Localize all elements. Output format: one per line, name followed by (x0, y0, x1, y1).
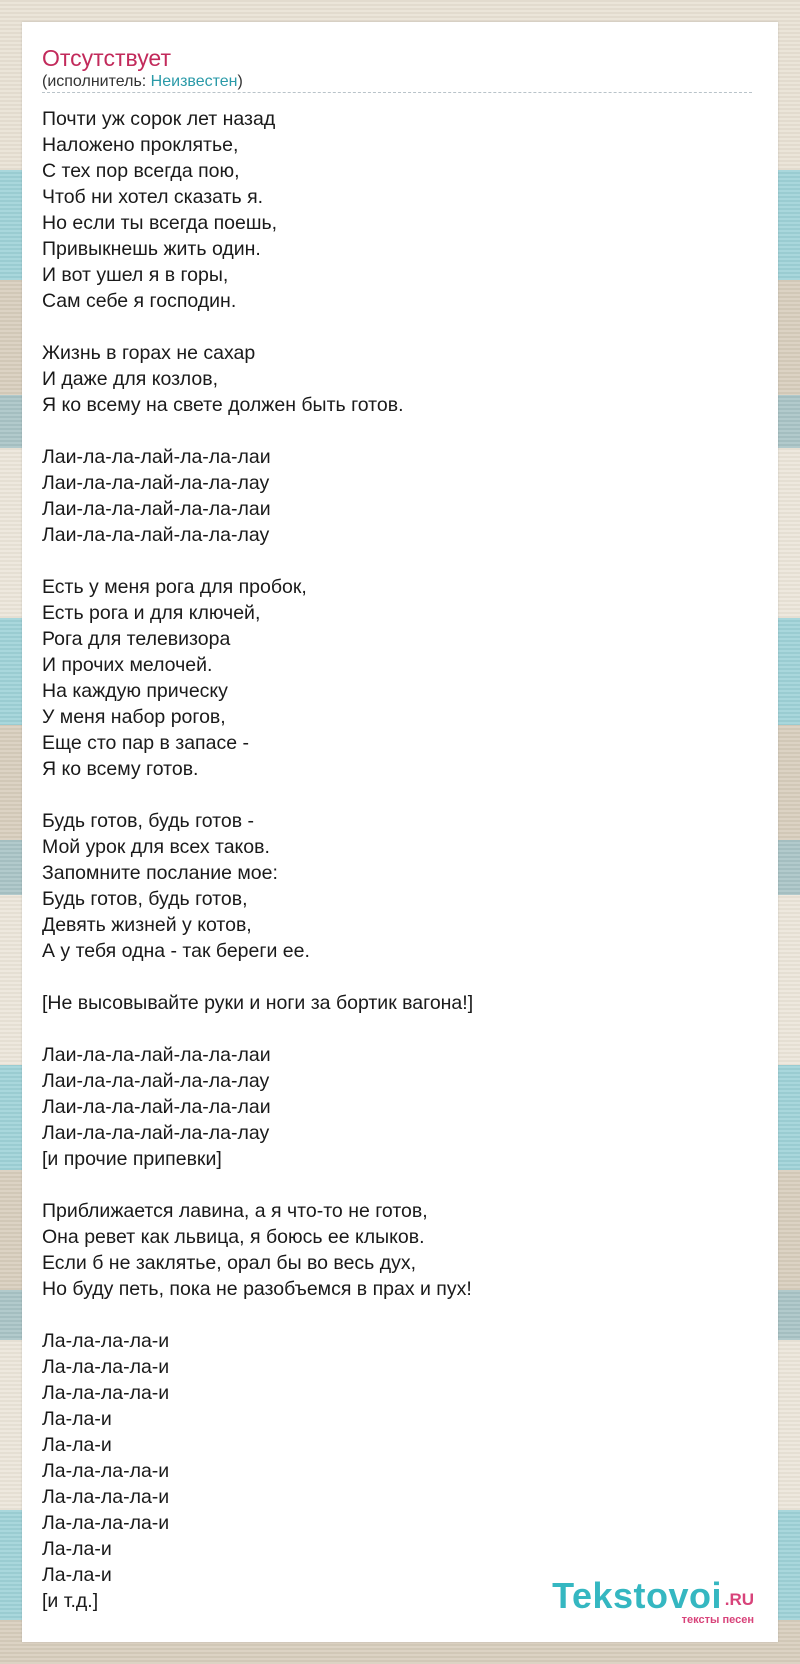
lyric-line: [и т.д.] (42, 1590, 99, 1612)
lyric-line: И вот ушел я в горы, (42, 264, 229, 286)
song-title: Отсутствует (42, 45, 171, 71)
lyric-line: Лаи-ла-ла-лай-ла-ла-лаи (42, 498, 271, 520)
lyric-line: Ла-ла-и (42, 1538, 112, 1560)
lyrics-text (42, 106, 752, 1614)
lyric-line: Я ко всему на свете должен быть готов. (42, 394, 404, 416)
lyric-line: С тех пор всегда пою, (42, 160, 240, 182)
title-divider (42, 92, 752, 93)
lyric-line: Чтоб ни хотел сказать я. (42, 186, 264, 208)
stanza-break (42, 548, 752, 574)
lyric-line: Ла-ла-ла-ла-и (42, 1486, 170, 1508)
stanza-break (42, 964, 752, 990)
stanza-break (42, 782, 752, 808)
lyric-line: На каждую прическу (42, 680, 228, 702)
artist-prefix: (исполнитель: (42, 73, 151, 90)
lyric-line: Будь готов, будь готов - (42, 810, 255, 832)
stanza-break (42, 1172, 752, 1198)
lyric-line: Ла-ла-ла-ла-и (42, 1356, 170, 1378)
lyric-line: Лаи-ла-ла-лай-ла-ла-лау (42, 1070, 270, 1092)
lyric-line: И даже для козлов, (42, 368, 219, 390)
lyric-line: Девять жизней у котов, (42, 914, 252, 936)
lyric-line: Еще сто пар в запасе - (42, 732, 249, 754)
lyric-line: Но если ты всегда поешь, (42, 212, 278, 234)
lyric-line: Запомните послание мое: (42, 862, 278, 884)
artist-line (42, 72, 243, 92)
lyric-line: И прочих мелочей. (42, 654, 213, 676)
stanza-break (42, 1302, 752, 1328)
logo-wordmark: Tekstovoi (552, 1575, 722, 1616)
site-logo[interactable] (534, 1576, 754, 1628)
lyric-line: Ла-ла-ла-ла-и (42, 1512, 170, 1534)
logo-domain: .RU (724, 1590, 754, 1609)
artist-link[interactable]: Неизвестен (150, 73, 238, 90)
lyric-line: Но буду петь, пока не разобъемся в прах и пух! (42, 1278, 472, 1300)
lyric-line: Если б не заклятье, орал бы во весь дух, (42, 1252, 417, 1274)
lyric-line: Мой урок для всех таков. (42, 836, 270, 858)
lyric-line: [и прочие припевки] (42, 1148, 222, 1170)
lyric-line: Она ревет как львица, я боюсь ее клыков. (42, 1226, 425, 1248)
stanza-break (42, 418, 752, 444)
lyric-line: [Не высовывайте руки и ноги за бортик вагона!] (42, 992, 474, 1014)
lyric-line: Я ко всему готов. (42, 758, 199, 780)
lyric-line: Ла-ла-и (42, 1408, 112, 1430)
lyric-line: Почти уж сорок лет назад (42, 108, 276, 130)
logo-tagline: тексты песен (681, 1614, 754, 1626)
lyric-line: Ла-ла-ла-ла-и (42, 1460, 170, 1482)
lyric-line: Сам себе я господин. (42, 290, 237, 312)
lyric-line: Лаи-ла-ла-лай-ла-ла-лаи (42, 446, 271, 468)
lyric-line: А у тебя одна - так береги ее. (42, 940, 310, 962)
lyrics-card (22, 22, 778, 1642)
lyric-line: Ла-ла-и (42, 1564, 112, 1586)
lyric-line: Есть рога и для ключей, (42, 602, 261, 624)
lyric-line: Ла-ла-и (42, 1434, 112, 1456)
artist-suffix: ) (237, 73, 243, 90)
lyric-line: Лаи-ла-ла-лай-ла-ла-лау (42, 524, 270, 546)
lyric-line: Жизнь в горах не сахар (42, 342, 256, 364)
lyric-line: Есть у меня рога для пробок, (42, 576, 307, 598)
lyric-line: Ла-ла-ла-ла-и (42, 1382, 170, 1404)
lyric-line: Ла-ла-ла-ла-и (42, 1330, 170, 1352)
stanza-break (42, 314, 752, 340)
lyric-line: Лаи-ла-ла-лай-ла-ла-лаи (42, 1096, 271, 1118)
lyric-line: Лаи-ла-ла-лай-ла-ла-лау (42, 472, 270, 494)
lyric-line: Привыкнешь жить один. (42, 238, 261, 260)
lyric-line: Наложено проклятье, (42, 134, 239, 156)
lyric-line: Приближается лавина, а я что-то не готов, (42, 1200, 428, 1222)
lyric-line: Рога для телевизора (42, 628, 231, 650)
lyric-line: Лаи-ла-ла-лай-ла-ла-лау (42, 1122, 270, 1144)
stanza-break (42, 1016, 752, 1042)
lyric-line: Будь готов, будь готов, (42, 888, 248, 910)
lyric-line: Лаи-ла-ла-лай-ла-ла-лаи (42, 1044, 271, 1066)
lyric-line: У меня набор рогов, (42, 706, 226, 728)
